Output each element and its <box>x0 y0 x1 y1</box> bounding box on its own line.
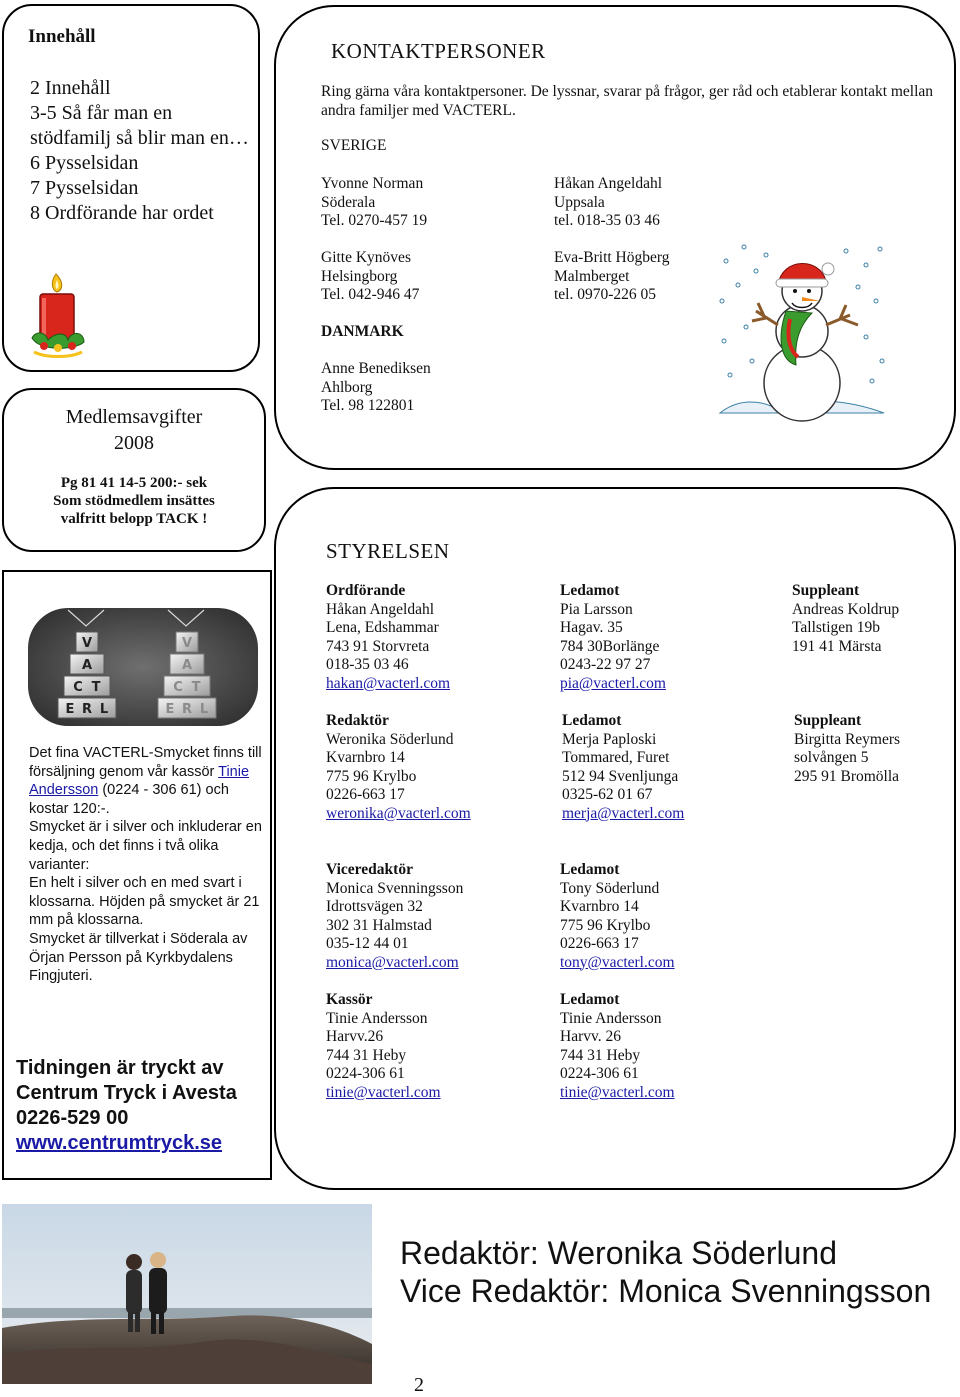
board-address: solvången 5 <box>794 749 869 766</box>
board-role: Viceredaktör <box>326 861 413 878</box>
board-address: 743 91 Storvreta <box>326 637 430 655</box>
board-name: Tinie Andersson <box>326 1009 428 1027</box>
board-address: 302 31 Halmstad <box>326 916 432 934</box>
jewelry-box <box>2 570 272 1180</box>
pendant-letter: E <box>165 702 175 717</box>
pendant-letter: T <box>91 680 101 695</box>
board-address: 775 96 Krylbo <box>326 767 417 785</box>
board-address: Lena, Edshammar <box>326 619 439 636</box>
treasurer-link[interactable]: Tinie Andersson <box>29 763 250 799</box>
contact-name: Yvonne Norman <box>321 175 424 192</box>
contact-place: Helsingborg <box>321 267 398 285</box>
contact-name: Håkan Angeldahl <box>554 175 663 192</box>
board-email-link[interactable]: tinie@vacterl.com <box>560 1083 675 1101</box>
contact-card <box>554 249 670 305</box>
board-role: Ledamot <box>560 861 620 878</box>
board-name: Merja Paploski <box>562 730 657 748</box>
board-name: Monica Svenningsson <box>326 879 464 897</box>
contact-card <box>321 249 419 305</box>
toc-item[interactable]: 7 Pysselsidan <box>30 177 139 199</box>
board-phone: 0226-663 17 <box>326 786 405 803</box>
board-email-link[interactable]: tony@vacterl.com <box>560 953 675 971</box>
board-member <box>326 712 471 823</box>
contact-phone: Tel. 042-946 47 <box>321 286 420 303</box>
toc-box <box>2 4 260 372</box>
board-name: Håkan Angeldahl <box>326 600 435 618</box>
board-role: Ledamot <box>562 712 622 729</box>
board-address: 784 30Borlänge <box>560 637 660 655</box>
board-phone: 035-12 44 01 <box>326 935 409 952</box>
board-role: Redaktör <box>326 712 389 729</box>
board-box <box>274 487 956 1190</box>
contact-phone: Tel. 0270-457 19 <box>321 212 428 229</box>
membership-year: 2008 <box>114 432 154 454</box>
board-email-link[interactable]: tinie@vacterl.com <box>326 1083 441 1101</box>
board-name: Tony Söderlund <box>560 879 660 897</box>
board-address: Kvarnbro 14 <box>560 898 639 915</box>
editors-photo <box>2 1204 372 1384</box>
jewelry-text: (0224 - 306 61) och kostar 120:-. <box>29 782 229 817</box>
board-address: Kvarnbro 14 <box>326 749 405 766</box>
contacts-intro: Ring gärna våra kontaktpersoner. De lyssnar, svarar på frågor, ger råd och etablerar kontakt mellan andra familjer med VACTERL. <box>321 83 934 119</box>
toc-list <box>30 76 255 226</box>
board-role: Ledamot <box>560 991 620 1008</box>
board-member <box>562 712 684 823</box>
board-name: Birgitta Reymers <box>794 730 901 748</box>
jewelry-text: Smycket är i silver och inkluderar en kedja, och det finns i två olika varianter: <box>29 819 262 873</box>
board-address: 775 96 Krylbo <box>560 916 651 934</box>
print-line: Centrum Tryck i Avesta <box>16 1082 237 1104</box>
board-name: Andreas Koldrup <box>792 600 900 618</box>
board-address: Hagav. 35 <box>560 619 623 636</box>
board-role: Kassör <box>326 991 373 1008</box>
editors-heading <box>400 1234 931 1310</box>
contact-card <box>321 360 431 416</box>
board-email-link[interactable]: merja@vacterl.com <box>562 804 685 822</box>
print-phone: 0226-529 00 <box>16 1107 129 1129</box>
candle-icon <box>26 268 90 362</box>
print-info <box>16 1056 266 1156</box>
board-member <box>326 861 463 972</box>
pendant-letter: E <box>65 702 75 717</box>
board-phone: 0325-62 01 67 <box>562 786 653 803</box>
board-member <box>560 991 675 1102</box>
contact-phone: tel. 018-35 03 46 <box>554 212 660 229</box>
membership-title: Medlemsavgifter <box>65 406 203 428</box>
board-role: Ordförande <box>326 582 406 599</box>
membership-info <box>4 474 264 528</box>
board-address: Tommared, Furet <box>562 749 670 766</box>
board-phone: 0243-22 97 27 <box>560 656 651 673</box>
jewelry-text: En helt i silver och en med svart i klossarna. Höjden på smycket är 21 mm på klossarna. <box>29 875 260 929</box>
jewelry-text: Det fina VACTERL-Smycket finns till försäljning genom vår kassör <box>29 745 262 780</box>
contacts-title: KONTAKTPERSONER <box>331 39 546 63</box>
board-phone: 0224-306 61 <box>326 1065 405 1082</box>
pendant-letter: C <box>73 680 83 695</box>
board-member <box>560 582 666 693</box>
toc-item[interactable]: 8 Ordförande har ordet <box>30 202 214 224</box>
jewelry-text: Smycket är tillverkat i Söderala av Örjan Persson på Kyrkbydalens Fingjuteri. <box>29 930 248 985</box>
contact-phone: tel. 0970-226 05 <box>554 286 657 303</box>
contact-place: Uppsala <box>554 193 605 211</box>
contact-place: Ahlborg <box>321 378 373 396</box>
contact-place: Söderala <box>321 193 376 211</box>
snowman-icon <box>716 241 888 427</box>
board-name: Tinie Andersson <box>560 1009 662 1027</box>
board-role: Ledamot <box>560 582 620 599</box>
board-member <box>794 712 900 786</box>
jewelry-description <box>29 744 264 986</box>
board-address: 512 94 Svenljunga <box>562 767 679 785</box>
pendant-letter: L <box>99 702 109 717</box>
sweden-label: SVERIGE <box>321 137 387 154</box>
pendant-letter: A <box>81 658 93 673</box>
board-address: 744 31 Heby <box>560 1046 641 1064</box>
board-name: Weronika Söderlund <box>326 730 454 748</box>
page-number: 2 <box>414 1374 424 1396</box>
contact-card <box>554 175 662 231</box>
pendant-letter: V <box>81 636 93 651</box>
denmark-label: DANMARK <box>321 323 404 340</box>
pendant-photo <box>28 608 258 726</box>
board-role: Suppleant <box>794 712 862 729</box>
contact-name: Gitte Kynöves <box>321 249 411 266</box>
board-address: 744 31 Heby <box>326 1046 407 1064</box>
board-address: Idrottsvägen 32 <box>326 898 423 915</box>
membership-line: Pg 81 41 14-5 200:- sek <box>60 475 208 491</box>
contact-name: Eva-Britt Högberg <box>554 249 670 266</box>
membership-box <box>2 388 266 552</box>
contacts-box <box>274 5 956 470</box>
pendant-letter: A <box>181 658 193 673</box>
pendant-letter: R <box>181 702 193 717</box>
toc-heading: Innehåll <box>28 26 96 47</box>
pendant-letter: V <box>181 636 193 651</box>
print-line: Tidningen är tryckt av <box>16 1057 224 1079</box>
board-email-link[interactable]: pia@vacterl.com <box>560 674 666 692</box>
board-address: Tallstigen 19b <box>792 619 881 636</box>
board-member <box>792 582 899 656</box>
board-phone: 0226-663 17 <box>560 935 639 952</box>
board-name: Pia Larsson <box>560 600 633 618</box>
board-member <box>326 582 450 693</box>
membership-line: valfritt belopp TACK ! <box>60 511 208 527</box>
membership-line: Som stödmedlem insättes <box>53 493 215 509</box>
board-phone: 0224-306 61 <box>560 1065 639 1082</box>
pendant-letter: C <box>173 680 183 695</box>
pendant-letter: R <box>81 702 93 717</box>
board-address: 295 91 Bromölla <box>794 767 900 785</box>
contact-name: Anne Benediksen <box>321 360 431 377</box>
board-phone: 018-35 03 46 <box>326 656 409 673</box>
board-address: Harvv.26 <box>326 1028 384 1045</box>
pendant-letter: L <box>199 702 209 717</box>
board-address: Harvv. 26 <box>560 1028 621 1045</box>
board-title: STYRELSEN <box>326 539 450 563</box>
printer-website-link[interactable]: www.centrumtryck.se <box>16 1132 223 1154</box>
toc-item[interactable]: 3-5 Så får man en stödfamilj så blir man en… <box>30 102 249 149</box>
pendant-letter: T <box>191 680 201 695</box>
vice-editor-line: Vice Redaktör: Monica Svenningsson <box>400 1273 932 1309</box>
board-member <box>326 991 441 1102</box>
board-member <box>560 861 675 972</box>
board-email-link[interactable]: weronika@vacterl.com <box>326 804 471 822</box>
board-email-link[interactable]: monica@vacterl.com <box>326 953 459 971</box>
board-email-link[interactable]: hakan@vacterl.com <box>326 674 451 692</box>
board-role: Suppleant <box>792 582 860 599</box>
contact-place: Malmberget <box>554 267 630 285</box>
board-address: 191 41 Märsta <box>792 637 882 655</box>
contact-card <box>321 175 427 231</box>
toc-item[interactable]: 6 Pysselsidan <box>30 152 139 174</box>
editor-line: Redaktör: Weronika Söderlund <box>400 1235 837 1271</box>
contact-phone: Tel. 98 122801 <box>321 397 415 414</box>
toc-item[interactable]: 2 Innehåll <box>30 77 111 99</box>
